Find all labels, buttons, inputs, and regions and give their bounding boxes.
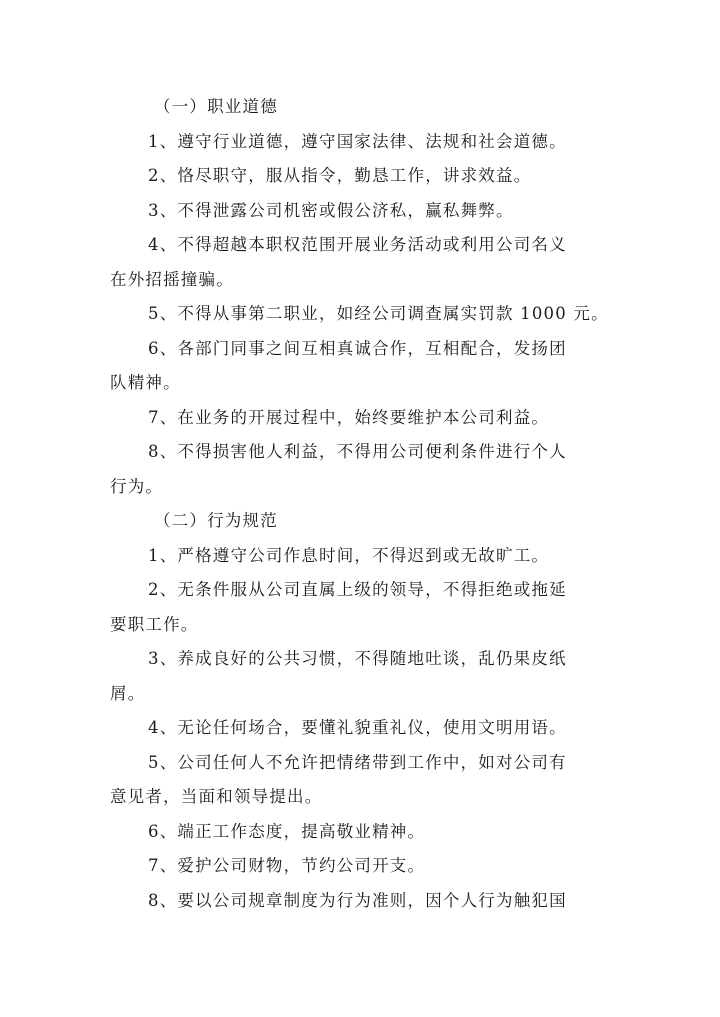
- ethics-item-2: 2、恪尽职守，服从指令，勤恳工作，讲求效益。: [148, 166, 532, 185]
- ethics-item-8: 8、不得损害他人利益，不得用公司便利条件进行个人: [148, 442, 567, 461]
- ethics-item-6-continuation: 队精神。: [110, 373, 181, 392]
- conduct-item-6: 6、端正工作态度，提高敬业精神。: [148, 821, 426, 841]
- ethics-item-6: 6、各部门同事之间互相真诚合作，互相配合，发扬团: [148, 338, 567, 358]
- conduct-item-8: 8、要以公司规章制度为行为准则，因个人行为触犯国: [148, 890, 567, 910]
- ethics-item-5: 5、不得从事第二职业，如经公司调查属实罚款 1000 元。: [148, 304, 609, 323]
- conduct-item-2-continuation: 要职工作。: [110, 614, 199, 634]
- conduct-item-3-continuation: 屑。: [110, 683, 146, 703]
- conduct-item-1: 1、严格遵守公司作息时间，不得迟到或无故旷工。: [148, 545, 550, 565]
- ethics-item-3: 3、不得泄露公司机密或假公济私，赢私舞弊。: [148, 200, 514, 220]
- ethics-item-4-continuation: 在外招摇撞骗。: [110, 269, 234, 289]
- ethics-item-7: 7、在业务的开展过程中，始终要维护本公司利益。: [148, 407, 550, 427]
- conduct-item-5: 5、公司任何人不允许把情绪带到工作中，如对公司有: [148, 752, 567, 772]
- section-heading-conduct-rules: （二）行为规范: [154, 511, 278, 530]
- conduct-item-4: 4、无论任何场合，要懂礼貌重礼仪，使用文明用语。: [148, 718, 567, 737]
- section-heading-professional-ethics: （一）职业道德: [154, 97, 278, 116]
- ethics-item-4: 4、不得超越本职权范围开展业务活动或利用公司名义: [148, 235, 567, 254]
- ethics-item-1: 1、遵守行业道德，遵守国家法律、法规和社会道德。: [148, 131, 567, 151]
- conduct-item-3: 3、养成良好的公共习惯，不得随地吐谈，乱仍果皮纸: [148, 649, 567, 668]
- conduct-item-7: 7、爱护公司财物，节约公司开支。: [148, 856, 426, 875]
- conduct-item-2: 2、无条件服从公司直属上级的领导，不得拒绝或拖延: [148, 580, 567, 599]
- conduct-item-5-continuation: 意见者，当面和领导提出。: [110, 787, 323, 806]
- ethics-item-8-continuation: 行为。: [110, 476, 164, 496]
- document-body: [110, 90, 612, 918]
